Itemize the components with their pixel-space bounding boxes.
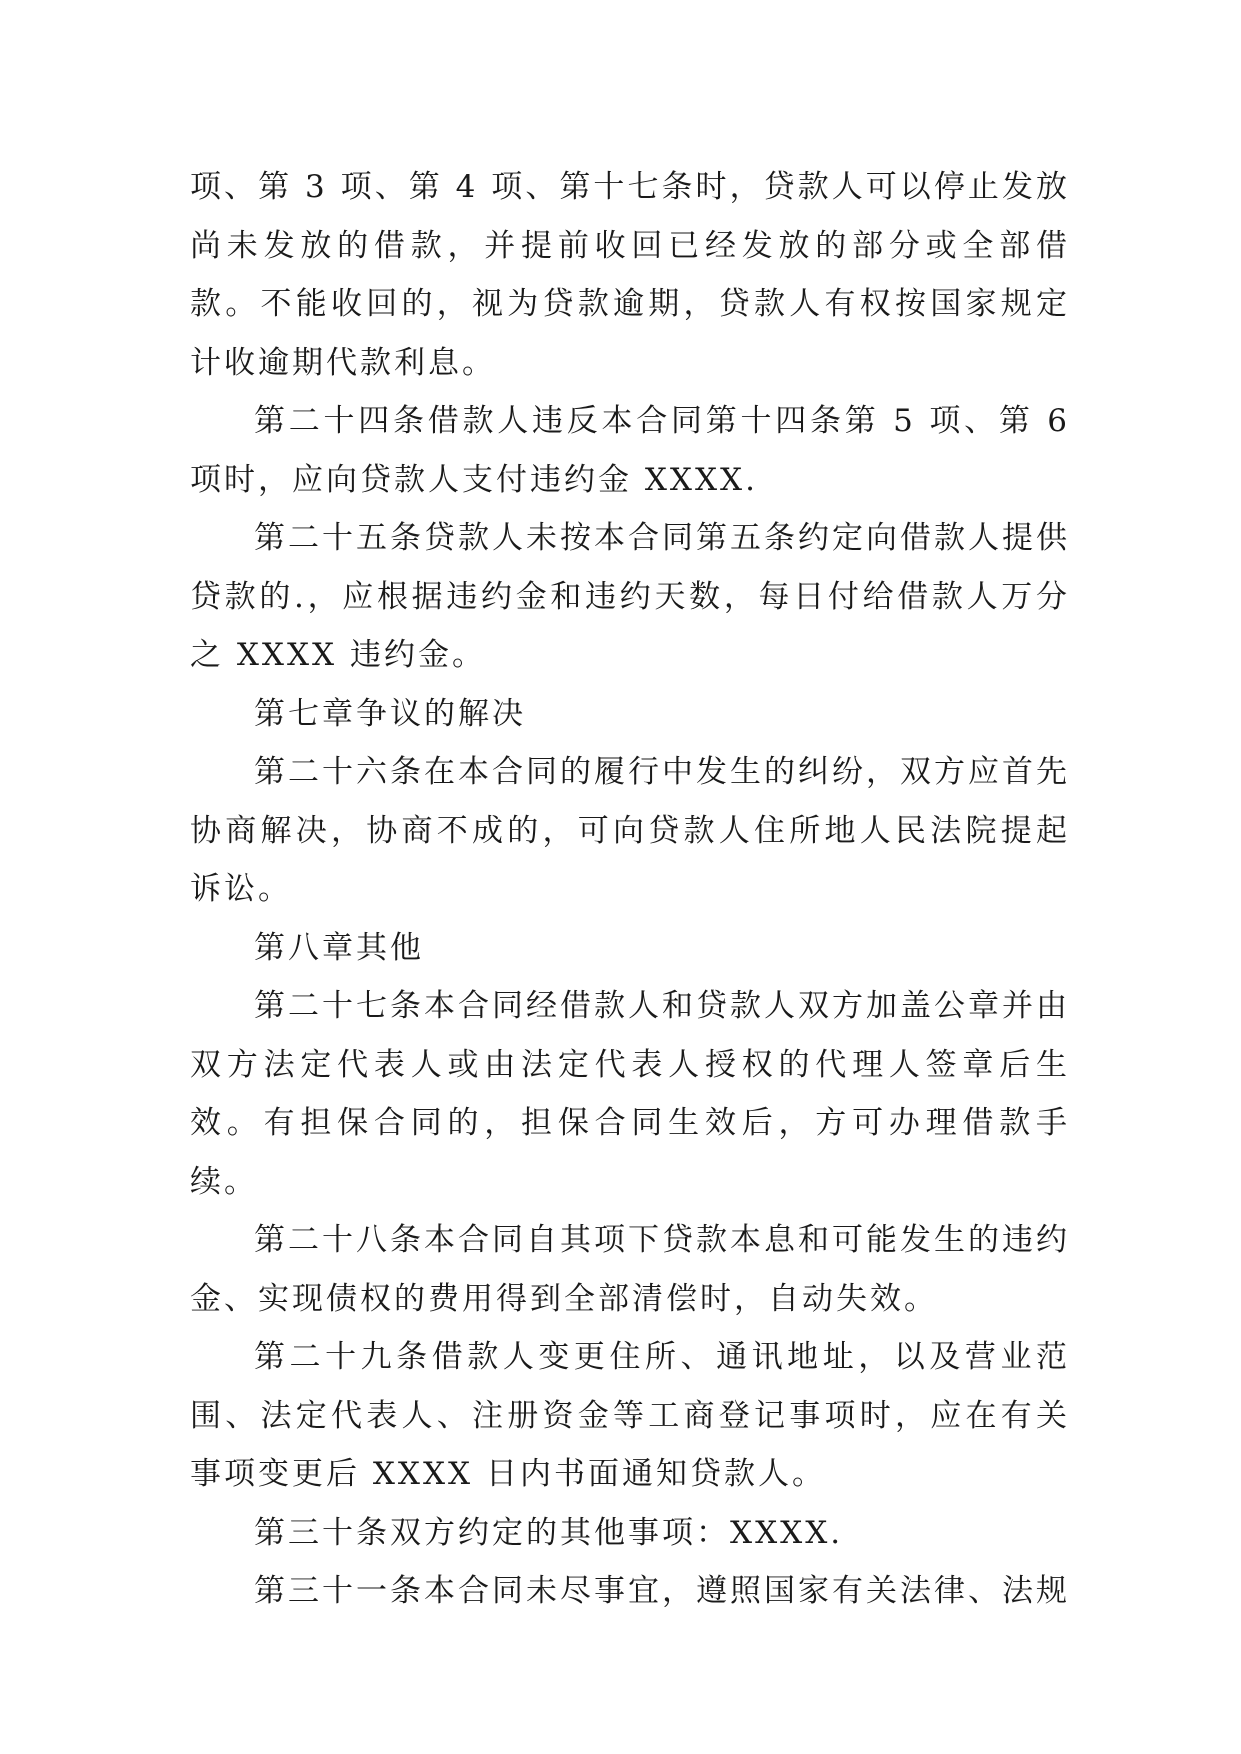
paragraph-article-31: 第三十一条本合同未尽事宜，遵照国家有关法律、法规 <box>254 1573 1070 1609</box>
paragraph-article-24: 第二十四条借款人违反本合同第十四条第 5 项、第 6 项时，应向贷款人支付违约金 XXXX. <box>190 403 1083 498</box>
paragraph-article-29: 第二十九条借款人变更住所、通讯地址，以及营业范围、法定代表人、注册资金等工商登记事项时，应在有关事项变更后 XXXX 日内书面通知贷款人。 <box>190 1339 1070 1492</box>
chapter-heading-8: 第八章其他 <box>254 929 424 966</box>
paragraph-continuation: 项、第 3 项、第 4 项、第十七条时，贷款人可以停止发放尚未发放的借款，并提前收回已经发放的部分或全部借款。不能收回的，视为贷款逾期，贷款人有权按国家规定计收逾期代款利息。 <box>190 169 1070 381</box>
paragraph-article-30: 第三十条双方约定的其他事项：XXXX. <box>254 1514 844 1551</box>
paragraph-article-28: 第二十八条本合同自其项下贷款本息和可能发生的违约金、实现债权的费用得到全部清偿时，自动失效。 <box>190 1222 1070 1317</box>
paragraph-article-25: 第二十五条贷款人未按本合同第五条约定向借款人提供贷款的.，应根据违约金和违约天数，每日付给借款人万分之 XXXX 违约金。 <box>190 520 1070 673</box>
paragraph-article-27: 第二十七条本合同经借款人和贷款人双方加盖公章并由双方法定代表人或由法定代表人授权的代理人签章后生效。有担保合同的，担保合同生效后，方可办理借款手续。 <box>190 988 1070 1200</box>
paragraph-article-26: 第二十六条在本合同的履行中发生的纠纷，双方应首先协商解决，协商不成的，可向贷款人住所地人民法院提起诉讼。 <box>190 754 1070 907</box>
document-body <box>190 158 1083 1621</box>
chapter-heading-7: 第七章争议的解决 <box>254 695 526 732</box>
